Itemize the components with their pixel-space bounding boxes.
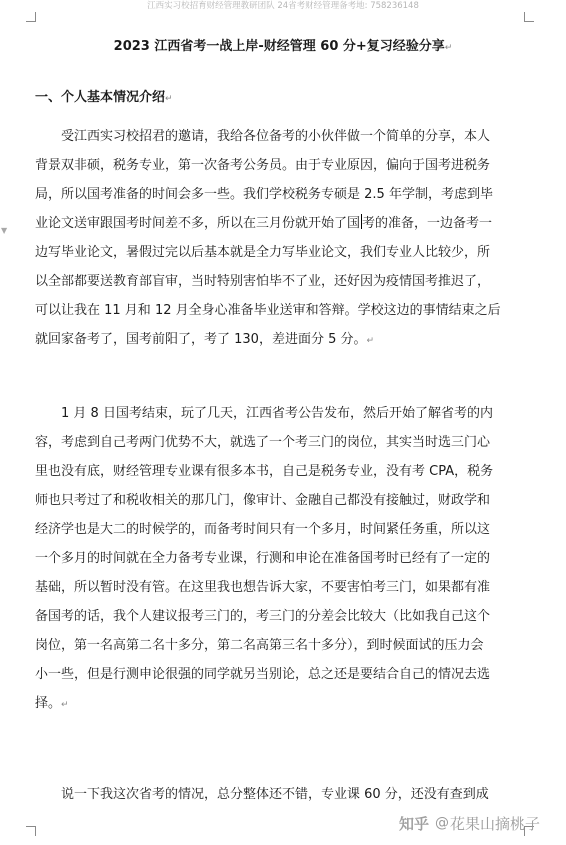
watermark-author: 花果山摘桃子 (450, 814, 541, 833)
paragraph-1 (35, 122, 501, 354)
text-segment: 就回家备考了，国考前阳了，考了 130，差进面分 5 分。 (35, 332, 367, 347)
paragraph-mark-icon: ↵ (61, 700, 69, 710)
text-line (35, 325, 501, 354)
text-line: 一个多月的时间就在全力备考专业课，行测和申论在准备国考时已经有了一定的 (35, 551, 491, 566)
text-line: 师也只考过了和税收相关的那几门，像审计、金融自己都没有接触过，财政学和 (35, 493, 491, 508)
text-line: 边写毕业论文，暑假过完以后基本就是全力写毕业论文，我们专业人比较少，所 (35, 245, 491, 260)
text-segment: 考的准备，一边备考一 (362, 216, 493, 231)
paragraph-mark-icon: ↵ (165, 94, 173, 104)
text-line: 容，考虑到自己考两门优势不大，就选了一个考三门的岗位，其实当时选三门心 (35, 435, 491, 450)
margin-corner-top-right (524, 12, 534, 22)
section-heading (35, 89, 173, 108)
text-segment: 择。 (35, 696, 62, 711)
text-line: 里也没有底，财经管理专业课有很多本书，自己是税务专业，没有考 CPA，税务 (35, 464, 494, 479)
text-line: 局，所以国考准备的时间会多一些。我们学校税务专硕是 2.5 年学制，考虑到毕 (35, 187, 493, 202)
margin-arrow-icon: ▼ (1, 226, 8, 235)
text-line: 受江西实习校招君的邀请，我给各位备考的小伙伴做一个简单的分享，本人 (35, 129, 491, 144)
text-line-with-cursor (35, 209, 501, 238)
text-line: 1 月 8 日国考结束，玩了几天，江西省考公告发布，然后开始了解省考的内 (35, 406, 493, 421)
paragraph-mark-icon: ↵ (366, 336, 375, 346)
text-line (35, 689, 501, 718)
text-line: 岗位，第一名高第二名十多分，第二名高第三名十多分），到时候面试的压力会 (35, 638, 484, 653)
zhihu-watermark (399, 810, 559, 836)
document-title (30, 37, 536, 58)
margin-corner-bottom-left (26, 826, 36, 836)
margin-corner-top-left (26, 12, 36, 22)
text-line: 说一下我这次省考的情况，总分整体还不错，专业课 60 分，还没有查到成 (35, 787, 489, 802)
text-line: 以全部都要送教育部盲审，当时特别害怕毕不了业，还好因为疫情国考推迟了， (35, 274, 491, 289)
paragraph-3 (35, 780, 501, 809)
title-text: 2023 江西省考一战上岸-财经管理 60 分+复习经验分享 (113, 39, 445, 54)
at-icon: @ (435, 815, 450, 831)
text-line: 小一些，但是行测申论很强的同学就另当别论，总之还是要结合自己的情况去选 (35, 667, 491, 682)
section-heading-text: 一、个人基本情况介绍 (35, 90, 166, 105)
text-segment: 业论文送审跟国考时间差不多，所以在三月份就开始了国 (35, 216, 361, 231)
page-header: 江西实习校招育财经管理教研团队 24省考财经管理备考地: 758236148 (147, 1, 419, 11)
text-line: 基础，所以暂时没有管。在这里我也想告诉大家，不要害怕考三门，如果都有准 (35, 580, 491, 595)
text-line: 经济学也是大二的时候学的，而备考时间只有一个多月，时间紧任务重，所以这 (35, 522, 491, 537)
paragraph-mark-icon: ↵ (444, 43, 453, 53)
paragraph-2 (35, 399, 501, 718)
text-line: 备国考的话，我个人建议报考三门的，考三门的分差会比较大（比如我自己这个 (35, 609, 491, 624)
zhihu-logo: 知乎 (399, 814, 430, 833)
text-line: 背景双非硕，税务专业，第一次备考公务员。由于专业原因，偏向于国考进税务 (35, 158, 491, 173)
text-line: 可以让我在 11 月和 12 月全身心准备毕业送审和答辩。学校这边的事情结束之后 (35, 303, 501, 318)
